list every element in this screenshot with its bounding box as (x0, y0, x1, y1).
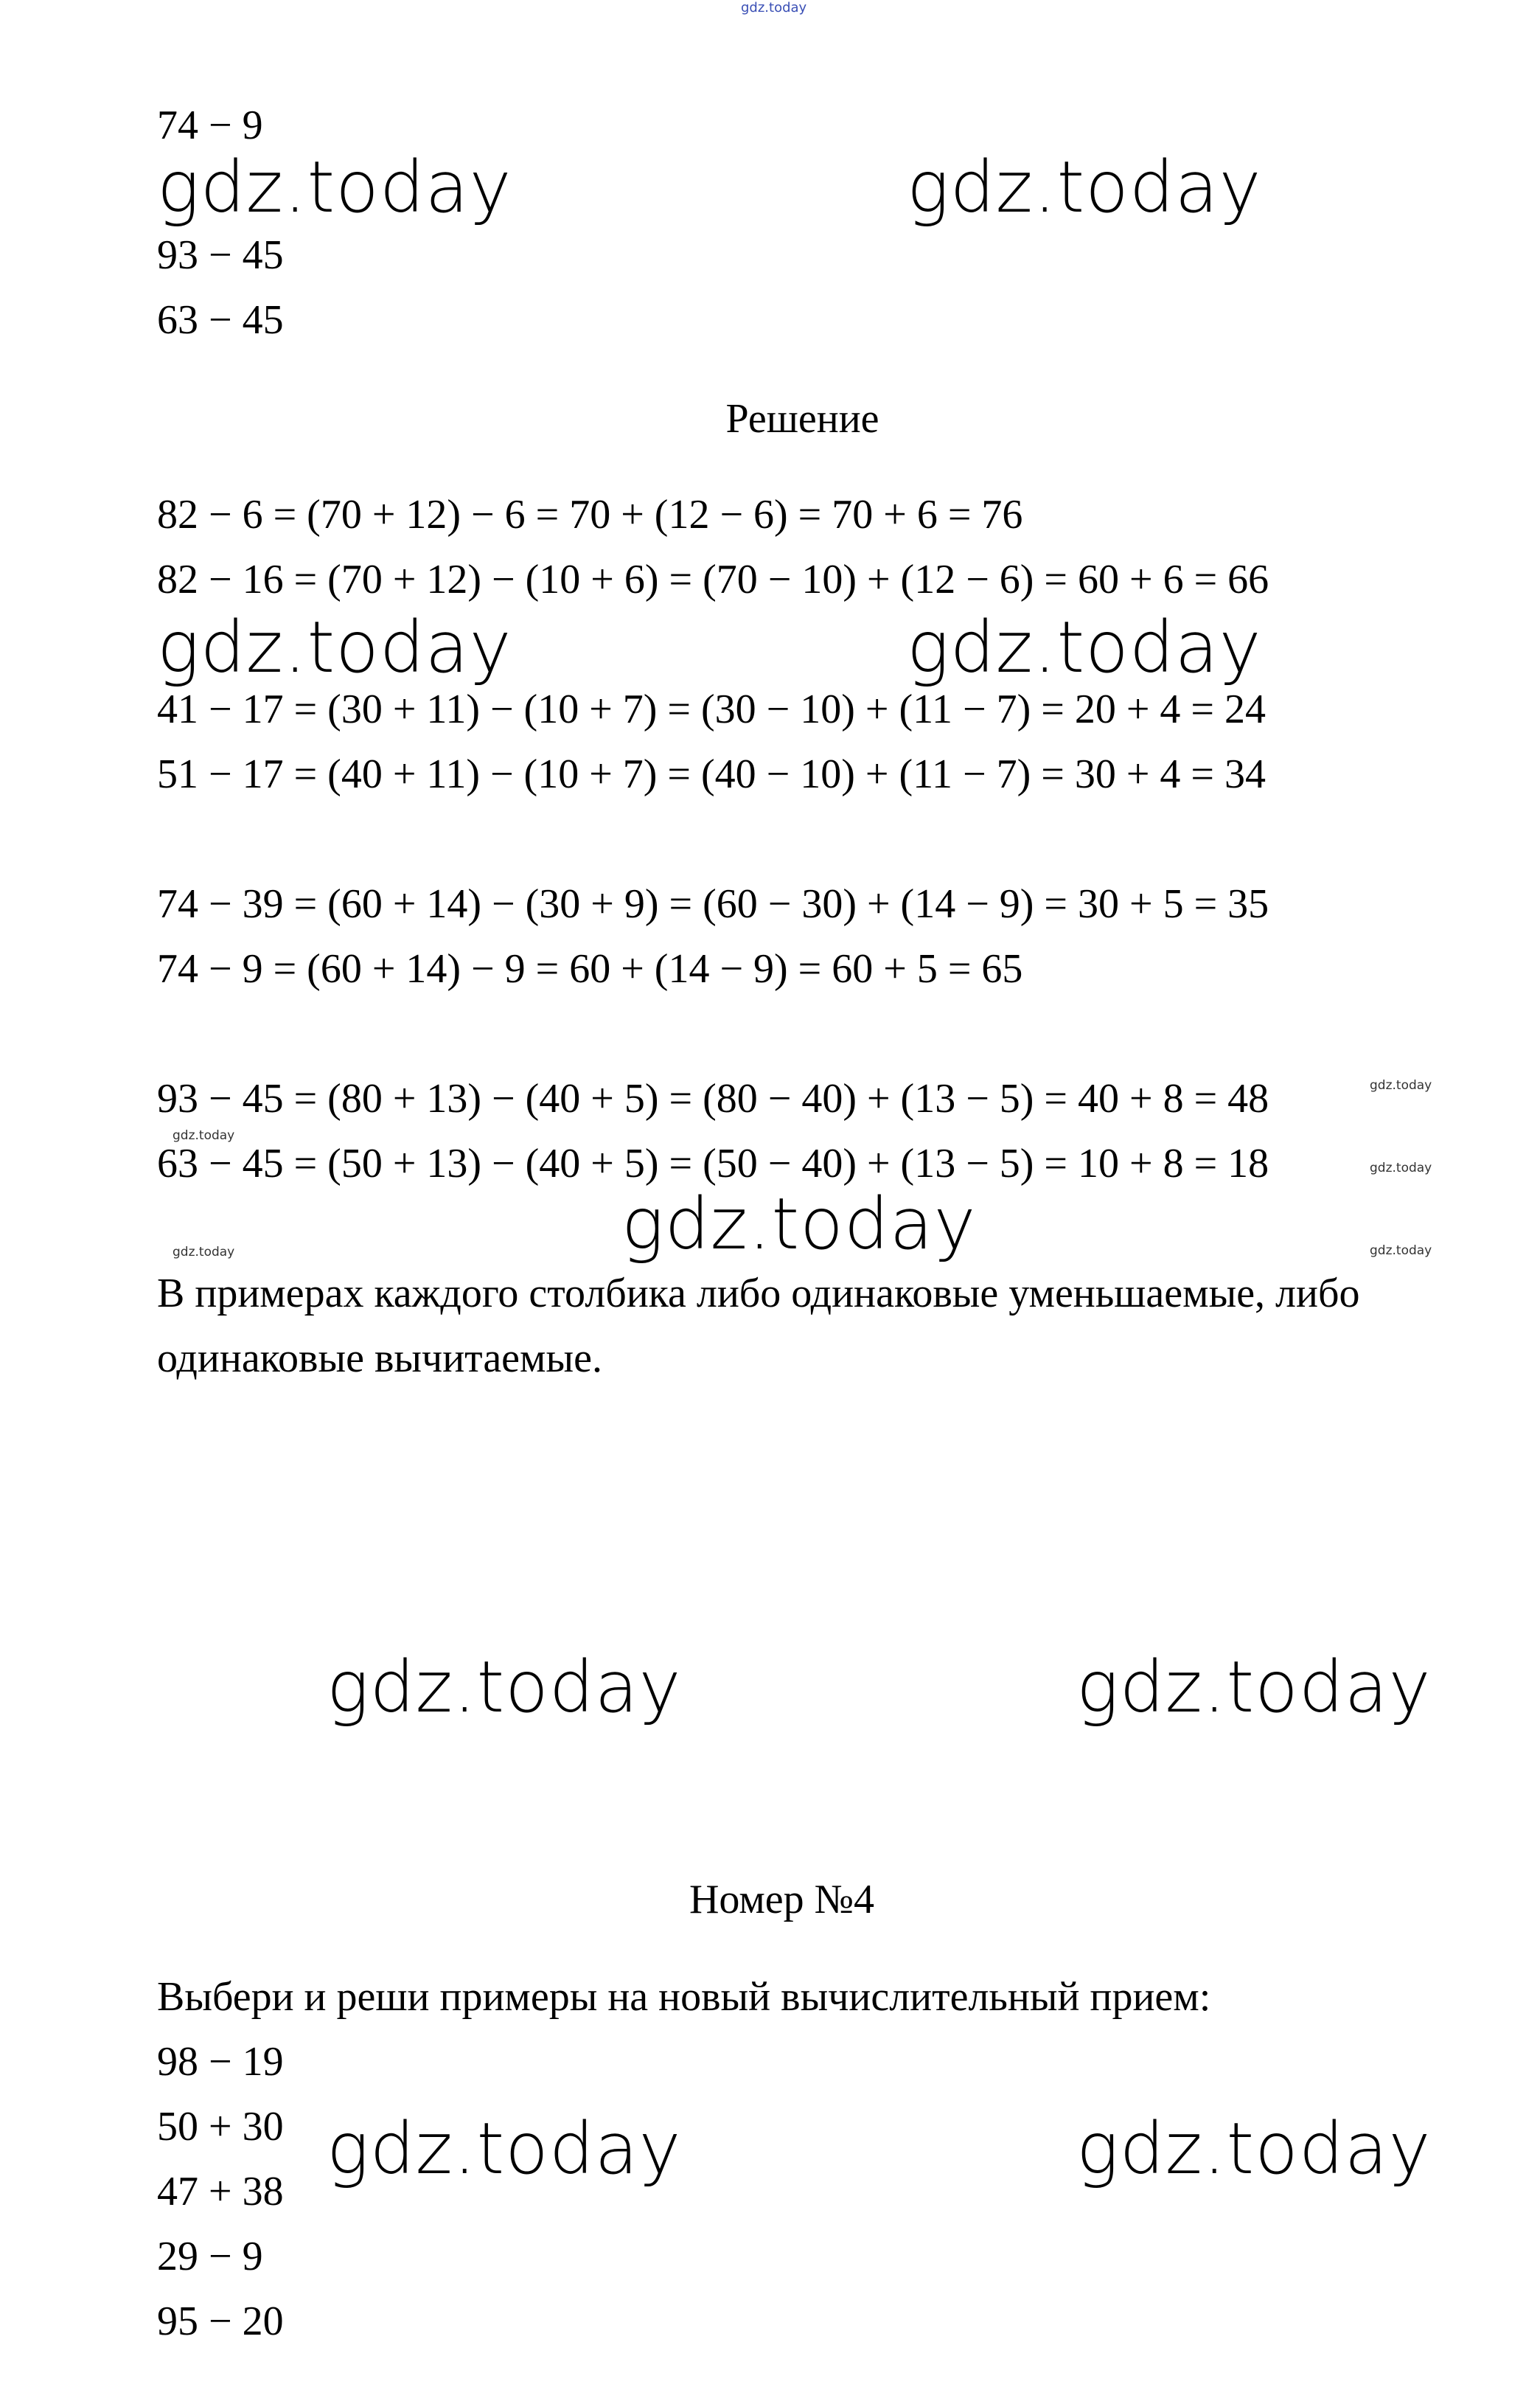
solution-line: 93 − 45 = (80 + 13) − (40 + 5) = (80 − 40) + (13 − 5) = 40 + 8 = 48 (157, 1076, 1269, 1122)
conclusion-text: В примерах каждого столбика либо одинаковые уменьшаемые, либо (157, 1271, 1360, 1316)
watermark: gdz.today (907, 146, 1262, 229)
intro-example: 93 − 45 (157, 232, 284, 278)
task-example: 95 − 20 (157, 2299, 284, 2344)
watermark: gdz.today (907, 606, 1262, 689)
solution-line: 41 − 17 = (30 + 11) − (10 + 7) = (30 − 10) + (11 − 7) = 20 + 4 = 24 (157, 687, 1267, 732)
watermark: gdz.today (157, 606, 512, 689)
watermark: gdz.today (327, 1646, 682, 1728)
watermark: gdz.today (157, 146, 512, 229)
task-prompt: Выбери и реши примеры на новый вычислительный прием: (157, 1974, 1211, 2020)
watermark-small: gdz.today (1370, 1078, 1432, 1093)
watermark: gdz.today (621, 1183, 977, 1265)
intro-example: 63 − 45 (157, 297, 284, 343)
watermark-small: gdz.today (173, 1128, 235, 1143)
task-example: 29 − 9 (157, 2234, 263, 2279)
watermark-small: gdz.today (1370, 1161, 1432, 1175)
watermark-small: gdz.today (1370, 1243, 1432, 1258)
solution-line: 74 − 39 = (60 + 14) − (30 + 9) = (60 − 30) + (14 − 9) = 30 + 5 = 35 (157, 881, 1269, 927)
intro-example: 74 − 9 (157, 102, 263, 148)
watermark-small: gdz.today (173, 1245, 235, 1259)
solution-line: 51 − 17 = (40 + 11) − (10 + 7) = (40 − 10) + (11 − 7) = 30 + 4 = 34 (157, 751, 1267, 797)
watermark: gdz.today (1076, 2108, 1432, 2190)
conclusion-text: одинаковые вычитаемые. (157, 1335, 602, 1381)
watermark: gdz.today (1076, 1646, 1432, 1728)
solution-line: 82 − 16 = (70 + 12) − (10 + 6) = (70 − 10) + (12 − 6) = 60 + 6 = 66 (157, 557, 1269, 602)
solution-heading: Решение (725, 396, 879, 442)
solution-line: 74 − 9 = (60 + 14) − 9 = 60 + (14 − 9) = 60 + 5 = 65 (157, 946, 1023, 992)
task-example: 50 + 30 (157, 2104, 284, 2150)
top-watermark: gdz.today (741, 0, 807, 15)
task-example: 47 + 38 (157, 2169, 284, 2214)
task-example: 98 − 19 (157, 2039, 284, 2085)
task-heading: Номер №4 (689, 1877, 875, 1922)
solution-line: 82 − 6 = (70 + 12) − 6 = 70 + (12 − 6) = 70 + 6 = 76 (157, 492, 1023, 538)
watermark: gdz.today (327, 2108, 682, 2190)
solution-line: 63 − 45 = (50 + 13) − (40 + 5) = (50 − 40) + (13 − 5) = 10 + 8 = 18 (157, 1141, 1269, 1186)
